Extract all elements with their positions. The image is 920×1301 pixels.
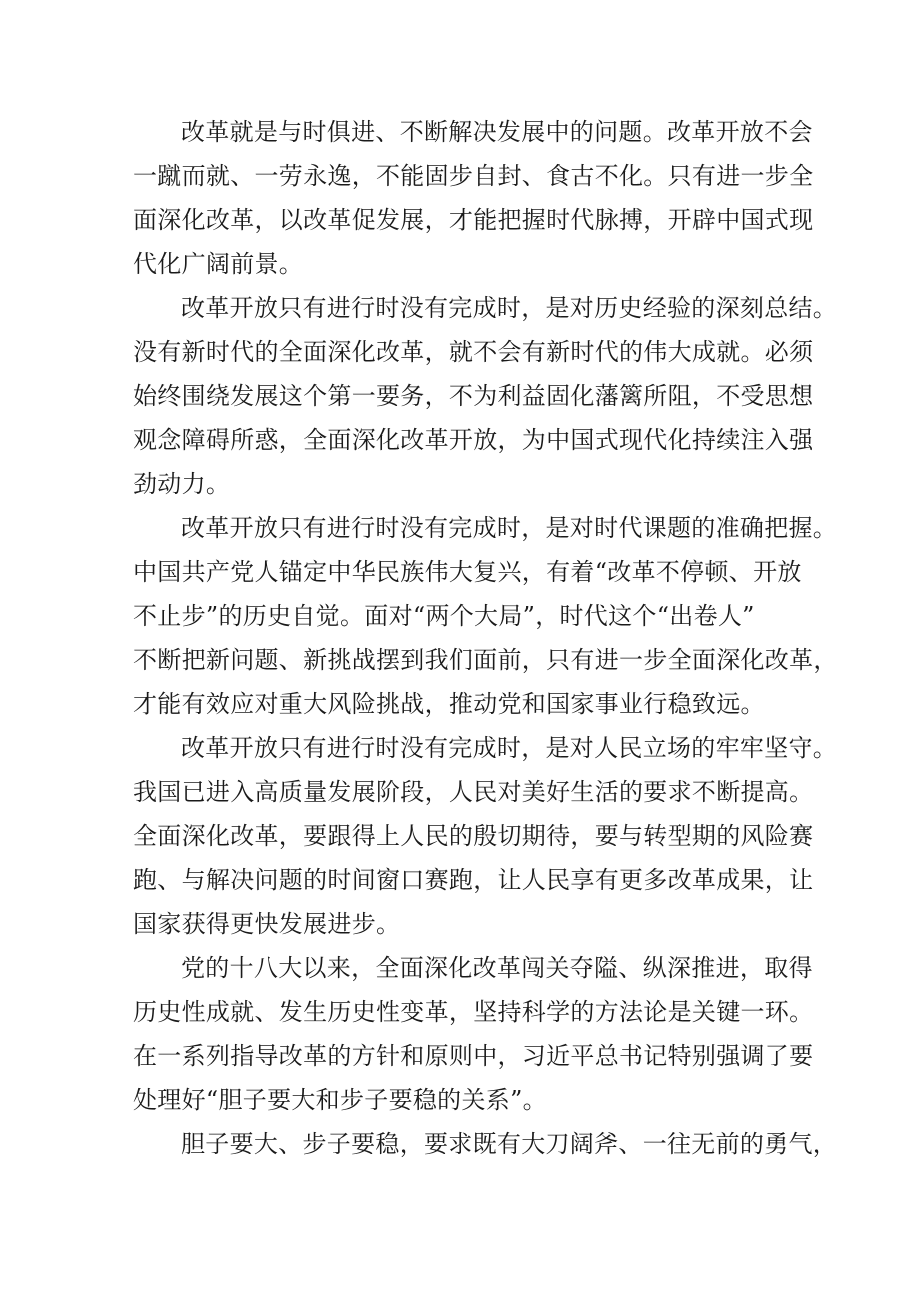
paragraph-3-line-1: 改革开放只有进行时没有完成时，是对时代课题的准确把握。: [181, 514, 838, 542]
paragraph-5-line-3: 在一系列指导改革的方针和原则中，习近平总书记特别强调了要: [133, 1042, 814, 1070]
paragraph-3-line-5: 才能有效应对重大风险挑战，推动党和国家事业行稳致远。: [133, 690, 765, 718]
paragraph-4-line-4: 跑、与解决问题的时间窗口赛跑，让人民享有更多改革成果，让: [133, 866, 814, 894]
paragraph-2-line-1: 改革开放只有进行时没有完成时，是对历史经验的深刻总结。: [181, 294, 838, 322]
paragraph-3-line-2: 中国共产党人锚定中华民族伟大复兴，有着“改革不停顿、开放: [133, 558, 802, 586]
paragraph-5-line-4: 处理好“胆子要大和步子要稳的关系”。: [133, 1086, 547, 1114]
paragraph-3-line-3: 不止步”的历史自觉。面对“两个大局”，时代这个“出卷人”: [133, 602, 755, 630]
paragraph-4-line-3: 全面深化改革，要跟得上人民的殷切期待，要与转型期的风险赛: [133, 822, 814, 850]
paragraph-6-line-1: 胆子要大、步子要稳，要求既有大刀阔斧、一往无前的勇气，: [181, 1130, 838, 1158]
paragraph-5-line-2: 历史性成就、发生历史性变革，坚持科学的方法论是关键一环。: [133, 998, 814, 1026]
paragraph-1-line-2: 一蹴而就、一劳永逸，不能固步自封、食古不化。只有进一步全: [133, 162, 814, 190]
paragraph-5-line-1: 党的十八大以来，全面深化改革闯关夺隘、纵深推进，取得: [181, 954, 813, 982]
paragraph-4-line-2: 我国已进入高质量发展阶段，人民对美好生活的要求不断提高。: [133, 778, 814, 806]
paragraph-2-line-5: 劲动力。: [133, 470, 231, 498]
paragraph-4-line-5: 国家获得更快发展进步。: [133, 910, 401, 938]
paragraph-3-line-4: 不断把新问题、新挑战摆到我们面前，只有进一步全面深化改革，: [133, 646, 838, 674]
paragraph-4-line-1: 改革开放只有进行时没有完成时，是对人民立场的牢牢坚守。: [181, 734, 838, 762]
paragraph-2-line-3: 始终围绕发展这个第一要务，不为利益固化藩篱所阻，不受思想: [133, 382, 814, 410]
paragraph-1-line-3: 面深化改革，以改革促发展，才能把握时代脉搏，开辟中国式现: [133, 206, 814, 234]
paragraph-1-line-1: 改革就是与时俱进、不断解决发展中的问题。改革开放不会: [181, 118, 813, 146]
paragraph-1-line-4: 代化广阔前景。: [133, 250, 304, 278]
paragraph-2-line-4: 观念障碍所惑，全面深化改革开放，为中国式现代化持续注入强: [133, 426, 814, 454]
paragraph-2-line-2: 没有新时代的全面深化改革，就不会有新时代的伟大成就。必须: [133, 338, 814, 366]
